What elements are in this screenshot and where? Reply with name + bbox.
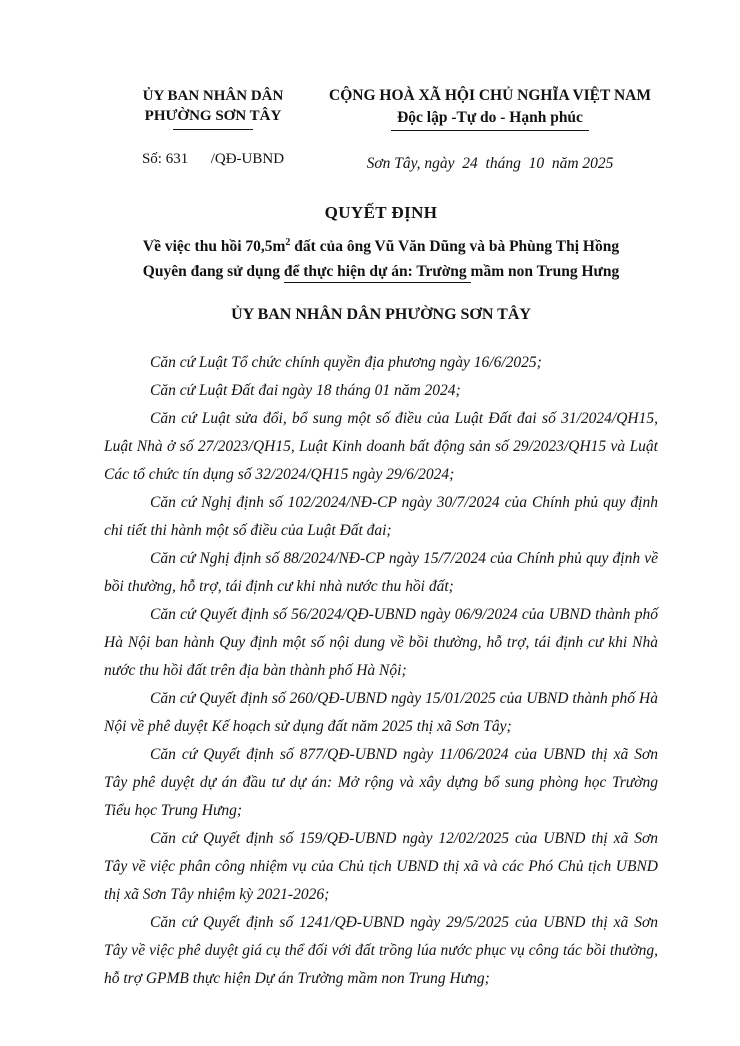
legal-basis-paragraph: Căn cứ Nghị định số 88/2024/NĐ-CP ngày 15/7/2024 của Chính phủ quy định về bồi thường, hỗ trợ, tái định cư khi nhà nước thu hồi đất; — [104, 550, 658, 596]
national-motto — [322, 107, 658, 131]
subject-line2-pre: Quyên đang sử dụng — [142, 263, 284, 281]
deciding-authority: ỦY BAN NHÂN DÂN PHƯỜNG SƠN TÂY — [231, 306, 531, 324]
legal-basis-paragraph: Căn cứ Quyết định số 1241/QĐ-UBND ngày 29/5/2025 của UBND thị xã Sơn Tây về việc phê duyệt giá cụ thể đối với đất trồng lúa nước phục vụ công tác bồi thường, hỗ trợ GPMB thực hiện Dự án Trường mầm non Trung Hưng; — [104, 914, 658, 988]
subject-line2-underlined: để thực hiện dự án: Trường — [284, 263, 471, 283]
document-number: Số: 631 /QĐ-UBND — [141, 151, 285, 167]
legal-basis-paragraph: Căn cứ Nghị định số 102/2024/NĐ-CP ngày 30/7/2024 của Chính phủ quy định chi tiết thi hành một số điều của Luật Đất đai; — [104, 494, 658, 540]
decision-subject — [104, 230, 658, 284]
subject-line1-post: đất của ông Vũ Văn Dũng và bà Phùng Thị Hồng — [290, 238, 620, 256]
legal-basis-paragraph: Căn cứ Luật sửa đổi, bổ sung một số điều của Luật Đất đai số 31/2024/QH15, Luật Nhà ở số 27/2023/QH15, Luật Kinh doanh bất động sản số 29/2023/QH15 và Luật Các tổ chức tín dụng số 32/2024/QH15 ngày 29/6/2024; — [104, 410, 658, 484]
decision-heading: QUYẾT ĐỊNH — [324, 203, 438, 222]
issuer-divider-rule — [173, 129, 253, 130]
subject-superscript: 2 — [285, 237, 291, 248]
legal-basis-paragraph: Căn cứ Quyết định số 877/QĐ-UBND ngày 11/06/2024 của UBND thị xã Sơn Tây phê duyệt dự án đầu tư dự án: Mở rộng và xây dựng bổ sung phòng học Trường Tiểu học Trung Hưng; — [104, 746, 658, 820]
legal-basis-section — [104, 349, 658, 993]
subject-line1-pre: Về việc thu hồi 70,5m — [142, 238, 286, 256]
national-motto-block — [322, 86, 658, 173]
legal-basis-paragraph: Căn cứ Luật Tổ chức chính quyền địa phương ngày 16/6/2025; — [150, 354, 542, 372]
issuing-authority-name: ỦY BAN NHÂN DÂN — [142, 88, 284, 104]
legal-basis-paragraph: Căn cứ Quyết định số 260/QĐ-UBND ngày 15/01/2025 của UBND thành phố Hà Nội về phê duyệt Kế hoạch sử dụng đất năm 2025 thị xã Sơn Tây; — [104, 690, 658, 736]
place-and-date: Sơn Tây, ngày 24 tháng 10 năm 2025 — [366, 155, 614, 172]
legal-basis-paragraph: Căn cứ Quyết định số 159/QĐ-UBND ngày 12/02/2025 của UBND thị xã Sơn Tây về việc phân công nhiệm vụ của Chủ tịch UBND thị xã và các Phó Chủ tịch UBND thị xã Sơn Tây nhiệm kỳ 2021-2026; — [104, 830, 658, 904]
title-block — [104, 203, 658, 324]
document-header — [104, 86, 658, 173]
legal-basis-paragraph: Căn cứ Quyết định số 56/2024/QĐ-UBND ngày 06/9/2024 của UBND thành phố Hà Nội ban hành Quy định một số nội dung về bồi thường, hỗ trợ, tái định cư khi Nhà nước thu hồi đất trên địa bàn thành phố Hà Nội; — [104, 606, 658, 680]
national-title: CỘNG HOÀ XÃ HỘI CHỦ NGHĨA VIỆT NAM — [329, 87, 651, 104]
issuing-authority-subname: PHƯỜNG SƠN TÂY — [144, 108, 282, 124]
subject-line2-post: mầm non Trung Hưng — [470, 263, 620, 281]
national-motto-text: Độc lập -Tự do - Hạnh phúc — [391, 107, 589, 131]
legal-basis-paragraph: Căn cứ Luật Đất đai ngày 18 tháng 01 năm 2024; — [150, 382, 461, 400]
issuing-authority-block — [104, 86, 322, 168]
